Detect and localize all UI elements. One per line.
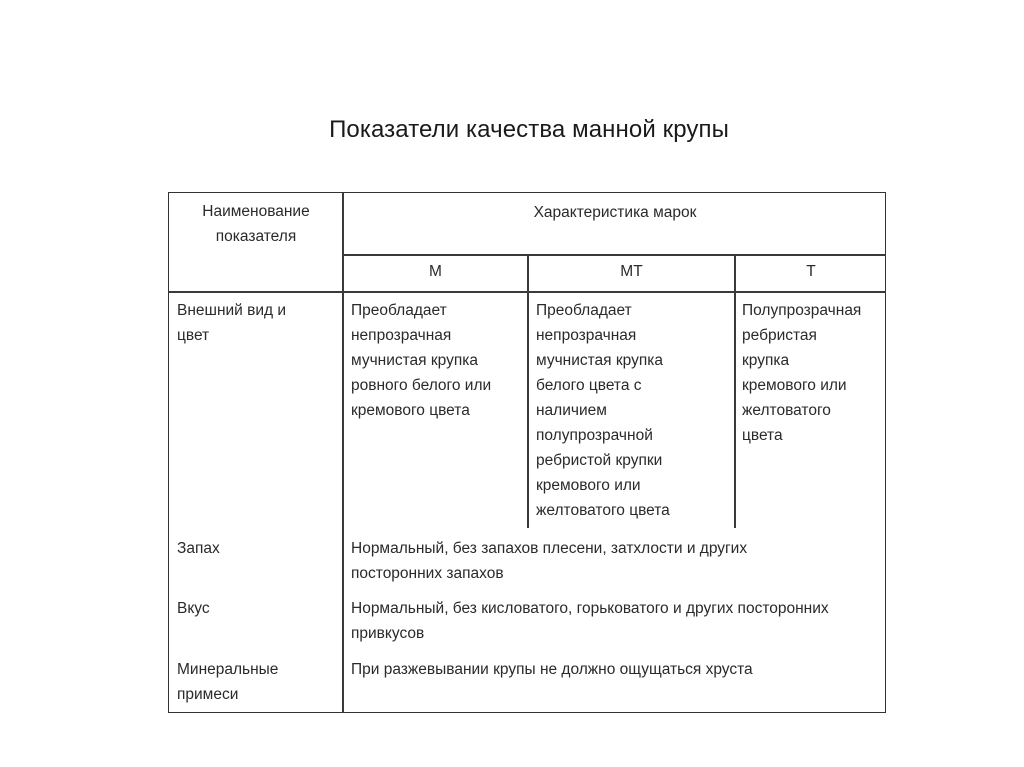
page-title: Показатели качества манной крупы (329, 116, 729, 143)
grade-divider-m-mt (527, 254, 529, 528)
row-label-minerals: Минеральные примеси (177, 661, 279, 703)
header-grade-t: Т (806, 263, 816, 280)
header-grade-mt: МТ (620, 263, 643, 280)
row-label-appearance: Внешний вид и цвет (177, 302, 287, 344)
minerals-value: При разжевывании крупы не должно ощущаться хруста (351, 661, 753, 678)
header-grade-m: М (429, 263, 442, 280)
appearance-grade-m: Преобладает непрозрачная мучнистая крупка ровного белого или кремового цвета (351, 302, 492, 419)
row-label-smell: Запах (177, 540, 220, 557)
smell-value: Нормальный, без запахов плесени, затхлости и других посторонних запахов (351, 540, 748, 582)
appearance-grade-mt: Преобладает непрозрачная мучнистая крупка белого цвета с наличием полупрозрачной ребристой крупки кремового или желтоватого цвета (536, 302, 670, 519)
grade-divider-mt-t (734, 254, 736, 528)
header-group-divider (342, 254, 886, 256)
taste-value: Нормальный, без кисловатого, горьковатого и других посторонних привкусов (351, 600, 829, 642)
row-label-taste: Вкус (177, 600, 210, 617)
header-grade-characteristics: Характеристика марок (533, 204, 697, 221)
header-indicator-name: Наименование показателя (202, 203, 310, 245)
appearance-grade-t: Полупрозрачная ребристая крупка кремового или желтоватого цвета (742, 302, 862, 444)
